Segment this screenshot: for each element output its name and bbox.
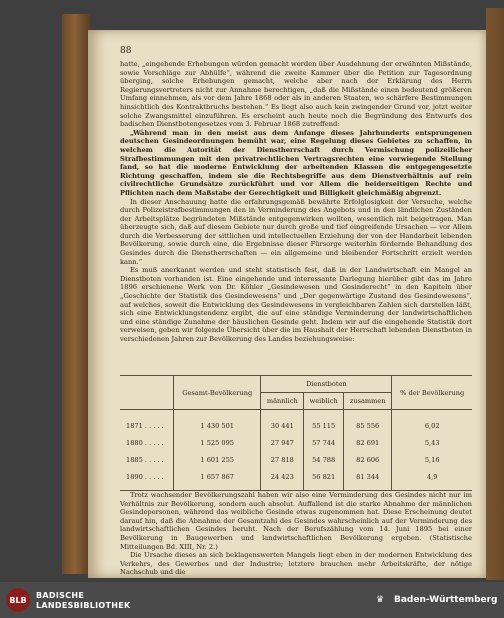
cell-percent: 6,02 bbox=[392, 410, 472, 435]
cell-total: 82 691 bbox=[344, 434, 392, 451]
cell-male: 27 947 bbox=[261, 434, 304, 451]
table-header-total: zusammen bbox=[344, 393, 392, 410]
cell-year: 1885 . . . . . bbox=[120, 451, 174, 468]
paragraph-6: Die Ursache dieses an sich beklagenswerten Mangels liegt eben in der modernen Entwicklung des Verkehrs, des Gewerbes und der Industrie; letztere brauchen mehr Arbeitskräfte, der nötige Nachschub und die bbox=[120, 551, 472, 577]
cell-population: 1 525 095 bbox=[174, 434, 261, 451]
cell-female: 55 115 bbox=[304, 410, 344, 435]
book-cover-left bbox=[62, 14, 90, 574]
cell-female: 57 744 bbox=[304, 434, 344, 451]
table-row bbox=[120, 410, 472, 435]
cell-female: 56 821 bbox=[304, 468, 344, 491]
cell-total: 85 556 bbox=[344, 410, 392, 435]
cell-percent: 4,9 bbox=[392, 468, 472, 491]
servants-statistics-table bbox=[120, 375, 472, 491]
page-number: 88 bbox=[120, 46, 132, 56]
cell-male: 27 818 bbox=[261, 451, 304, 468]
table-header-year bbox=[120, 376, 174, 410]
table-header-female: weiblich bbox=[304, 393, 344, 410]
table-row bbox=[120, 468, 472, 491]
blb-name-line2: LANDESBIBLIOTHEK bbox=[36, 601, 131, 610]
paragraph-4: Es muß anerkannt werden und steht statistisch fest, daß in der Landwirtschaft ein Mangel an Dienstboten vorhanden ist. Eine eingehende und interessante Darlegung hierüber gibt das im Jahre 1896 erschienene Werk von Dr. Köhler „Gesindewesen und Gesinderecht“ in den Kapiteln über „Geschichte der Statistik des Gesindewesens“ und „Der gegenwärtige Zustand des Gesindewesens“, auf welches, soweit die Entwicklung des Gesindewesens in vergleichbaren Zahlen sich darstellen läßt, sich eine Entwicklungstendenz ergibt, die auf eine ständige Verminderung der landwirtschaftlichen und eine ständige Zunahme der häuslichen Gesinde geht. Indem wir auf die eingehende Statistik dort verweisen, geben wir folgende Übersicht über die im Haushalt der Herrschaft lebenden Dienstboten in verschiedenen Jahren zur Bevölkerung des Landes beziehungsweise: bbox=[120, 266, 472, 343]
cell-percent: 5,16 bbox=[392, 451, 472, 468]
cell-year: 1880 . . . . . bbox=[120, 434, 174, 451]
book-cover-right bbox=[486, 8, 504, 580]
blb-institution-name[interactable] bbox=[36, 591, 131, 611]
body-text bbox=[120, 60, 472, 344]
cell-percent: 5,43 bbox=[392, 434, 472, 451]
table-row bbox=[120, 451, 472, 468]
table-header-population: Gesamt-Bevölkerung bbox=[174, 376, 261, 410]
cell-male: 30 441 bbox=[261, 410, 304, 435]
cell-year: 1890 . . . . . bbox=[120, 468, 174, 491]
blb-name-line1: BADISCHE bbox=[36, 591, 85, 600]
paragraph-quote: „Während man in den meist aus dem Anfange dieses Jahrhunderts entsprungenen deutschen Gesindeordnungen bemüht war, eine Regelung dieses Gebietes zu schaffen, in welchem die Autorität der Dienstherrschaft durch Vermischung polizeilicher Strafbestimmungen mit den privatrechtlichen Vertragsrechten eine vorwiegende Stellung fand, so hat die moderne Entwicklung der arbeitenden Klassen die entgegengesetzte Richtung geschaffen, indem sie die Rechtsbegriffe aus dem Dienstverhältnis auf rein civilrechtliche Grundsätze zurückführt und vor Allem die beiderseitigen Rechte und Pflichten nach dem Maßstabe der Gerechtigkeit und Billigkeit gleichmäßig abgrenzt. bbox=[120, 128, 472, 197]
cell-population: 1 430 501 bbox=[174, 410, 261, 435]
paragraph-1: hatte, „eingehende Erhebungen würden gemacht werden über Ausdehnung der erwähnten Mißstände, sowie Vorschläge zur Abhülfe“, während die zweite Kammer über die Petition zur Tagesordnung überging, solche Erhebungen gemacht, welche aber nach der Erklärung des Herrn Regierungsvertreters nicht zur Annahme berechtigen, „daß die Mißstände einen bedeutend größeren Umfang einnehmen, als vor dem Jahre 1868 oder als in anderen Staaten, wo schärfere Bestimmungen hinsichtlich des Kontraktbruchs bestehen.“ Es liegt also auch kein zwingender Grund vor, jetzt weiter solche Zwangsmittel einzuführen. Es erscheint auch heute noch die Begründung des Entwurfs des badischen Dienstbotengesetzes vom 3. Februar 1868 zutreffend: bbox=[120, 60, 472, 129]
body-text-after-table bbox=[120, 491, 472, 577]
table-header-male: männlich bbox=[261, 393, 304, 410]
scanned-page bbox=[88, 30, 486, 578]
cell-population: 1 657 867 bbox=[174, 468, 261, 491]
bw-state-name[interactable]: Baden-Württemberg bbox=[394, 595, 498, 605]
cell-year: 1871 . . . . . bbox=[120, 410, 174, 435]
cell-total: 81 344 bbox=[344, 468, 392, 491]
footer-bar bbox=[0, 582, 504, 618]
table-header-servants: Dienstboten bbox=[261, 376, 392, 393]
table-row bbox=[120, 434, 472, 451]
paragraph-3: In dieser Anschauung hatte die erfahrungsgemäß bewährte Erfolglosigkeit der Versuche, welche durch Polizeistrafbestimmungen den in Verminderung des Angebots und in den ländlichen Zuständen der Arbeitsplätze begründeten Mißstände entgegenwirken wollten, wesentlich mit beigetragen. Man überzeugte sich, daß auf diesem Gebiete nur durch große und tief eingreifende Ursachen — vor Allem durch die Verbesserung der sittlichen und intellectuellen Erziehung der von der Handarbeit lebenden Bevölkerung, sowie durch eine, die Ergebnisse dieser Fürsorge weiterhin fördernde Behandlung des Gesindes durch die Dienstherrschaften — ein allgemeine und bleibender Fortschritt erzielt werden kann.“ bbox=[120, 197, 472, 266]
cell-population: 1 601 255 bbox=[174, 451, 261, 468]
lion-crest-icon[interactable]: ♛ bbox=[375, 595, 385, 605]
table-header-percent: % der Bevölkerung bbox=[392, 376, 472, 410]
cell-total: 82 606 bbox=[344, 451, 392, 468]
blb-logo-icon[interactable]: BLB bbox=[6, 588, 30, 612]
cell-male: 24 423 bbox=[261, 468, 304, 491]
cell-female: 54 788 bbox=[304, 451, 344, 468]
paragraph-5: Trotz wachsender Bevölkerungszahl haben wir also eine Verminderung des Gesindes nicht nur im Verhältnis zur Bevölkerung, sondern auch absolut. Auffallend ist die starke Abnahme der männlichen Gesindepersonen, während das weibliche Gesinde etwas zugenommen hat. Diese Erscheinung deutet darauf hin, daß die Abnahme der Gesamtzahl des Gesindes wahrscheinlich auf der Verminderung des landwirtschaftlichen Gesindes beruht. Nach der Berufszählung vom 14. Juni 1895 bei einer Bevölkerung in Baugewerben und landwirtschaftlichen Bevölkerung ergeben. (Statistische Mitteilungen Bd. XIII, Nr. 2.) bbox=[120, 491, 472, 551]
